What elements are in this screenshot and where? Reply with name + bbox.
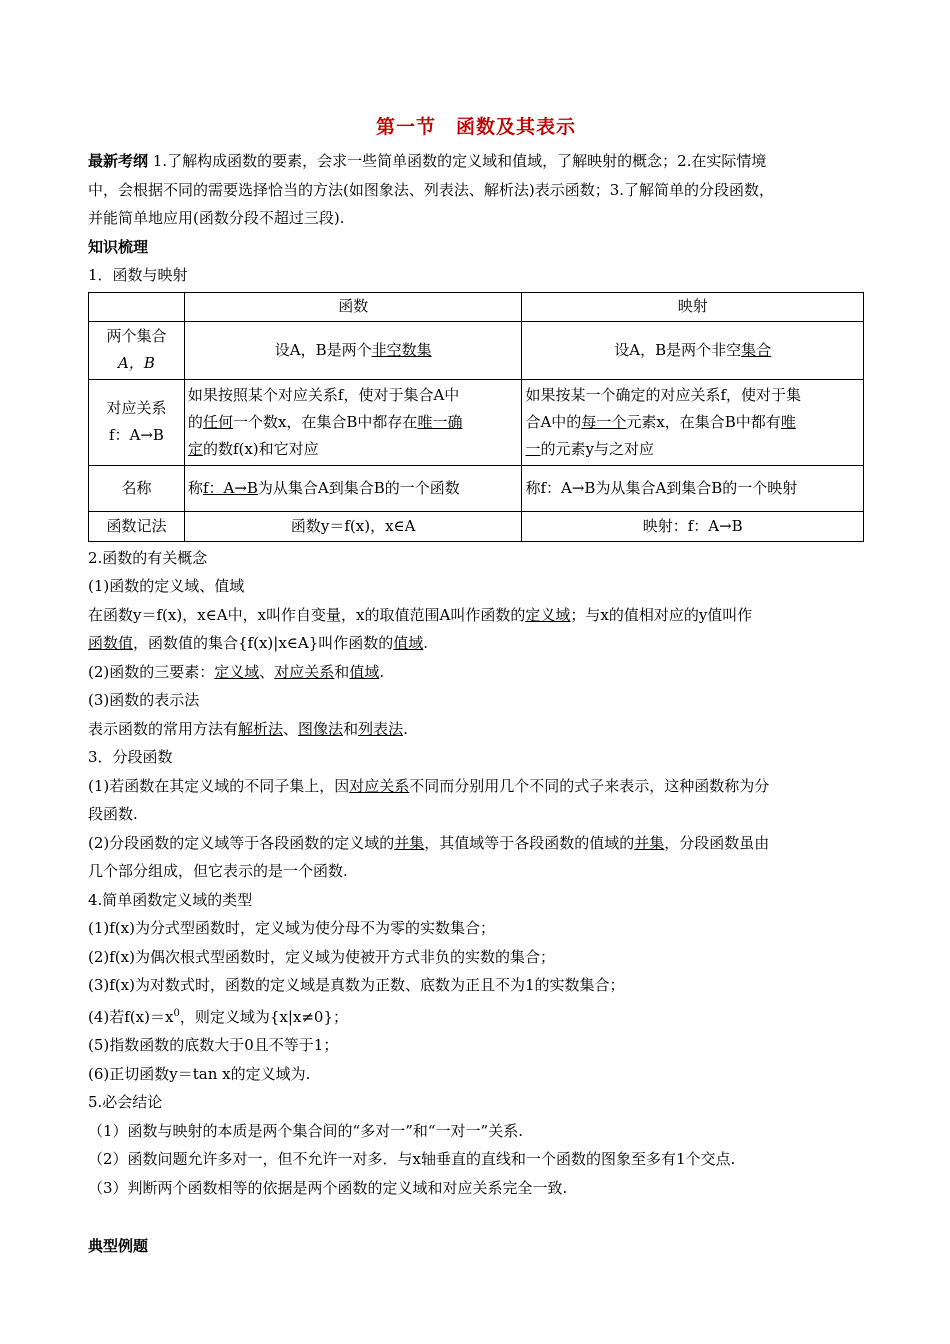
cell-function-notation: 函数y＝f(x)，x∈A xyxy=(184,511,522,541)
intro-line2: 中，会根据不同的需要选择恰当的方法(如图象法、列表法、解析法)表示函数；3.了解简单的分段函数， xyxy=(88,180,775,199)
s4-heading: 4.简单函数定义域的类型 xyxy=(88,890,253,909)
examples-heading: 典型例题 xyxy=(88,1237,149,1255)
table-row-notation xyxy=(89,511,864,541)
table-header-function: 函数 xyxy=(184,292,522,321)
section-heading: 知识梳理 xyxy=(88,237,149,256)
cell-function-sets: 设A，B是两个非空数集 xyxy=(184,321,522,379)
row-label-name: 名称 xyxy=(89,465,185,511)
s4-item3: (3)f(x)为对数式时，函数的定义域是真数为正数、底数为正且不为1的实数集合； xyxy=(88,976,625,994)
s5-heading: 5.必会结论 xyxy=(88,1093,163,1111)
s2-sub2: (2)函数的三要素：定义域、对应关系和值域. xyxy=(88,662,385,681)
table-header-mapping: 映射 xyxy=(522,292,864,321)
table-header-blank xyxy=(89,292,185,321)
s4-item1: (1)f(x)为分式型函数时，定义域为使分母不为零的实数集合； xyxy=(88,919,495,937)
s5-item3: （3）判断两个函数相等的依据是两个函数的定义域和对应关系完全一致. xyxy=(88,1178,568,1197)
row-label-correspondence: 对应关系 f：A→B xyxy=(89,379,185,465)
cell-mapping-notation: 映射：f：A→B xyxy=(522,511,864,541)
row-label-sets: 两个集合 A，B xyxy=(89,321,185,379)
s4-item5: (5)指数函数的底数大于0且不等于1； xyxy=(88,1036,339,1054)
spacer xyxy=(88,1202,864,1232)
cell-function-correspondence: 如果按照某个对应关系f，使对于集合A中 的任何一个数x，在集合B中都存在唯一确 定的数f(x)和它对应 xyxy=(184,379,522,465)
cell-function-name: 称f：A→B为从集合A到集合B的一个函数 xyxy=(184,465,522,511)
s5-item1: （1）函数与映射的本质是两个集合间的“多对一”和“一对一”关系. xyxy=(88,1121,523,1140)
cell-mapping-name: 称f：A→B为从集合A到集合B的一个映射 xyxy=(522,465,864,511)
s2-sub3: (3)函数的表示法 xyxy=(88,691,200,709)
intro-line1: 1.了解构成函数的要素，会求一些简单函数的定义域和值域，了解映射的概念；2.在实际情境 xyxy=(152,152,767,170)
s2-paragraph3: 表示函数的常用方法有解析法、图像法和列表法. xyxy=(88,719,408,738)
s4-item4: (4)若$f(x)=x^0$，则定义域为{x|x≠0}； xyxy=(88,1007,348,1026)
intro-label: 最新考纲 xyxy=(88,152,149,170)
table-header-row xyxy=(89,292,864,321)
table-row-correspondence xyxy=(89,379,864,465)
s3-heading: 3．分段函数 xyxy=(88,748,173,766)
cell-mapping-correspondence: 如果按某一个确定的对应关系f，使对于集 合A中的每一个元素x，在集合B中都有唯 一的元素y与之对应 xyxy=(522,379,864,465)
s2-heading: 2.函数的有关概念 xyxy=(88,548,208,567)
table-row-sets xyxy=(89,321,864,379)
page-title: 第一节 函数及其表示 xyxy=(375,116,576,138)
s3-paragraph2: (2)分段函数的定义域等于各段函数的定义域的并集，其值域等于各段函数的值域的并集，分段函数虽由 几个部分组成，但它表示的是一个函数. xyxy=(88,833,770,880)
s2-paragraph1: 在函数y＝f(x)，x∈A中，x叫作自变量，x的取值范围A叫作函数的定义域；与x的值相对应的y值叫作 函数值，函数值的集合{f(x)|x∈A}叫作函数的值域. xyxy=(88,605,753,652)
s2-sub1: (1)函数的定义域、值域 xyxy=(88,577,245,595)
s3-paragraph1: (1)若函数在其定义域的不同子集上，因对应关系不同而分别用几个不同的式子来表示，这种函数称为分 段函数. xyxy=(88,776,770,823)
s1-heading: 1．函数与映射 xyxy=(88,266,188,284)
function-mapping-table xyxy=(88,292,864,542)
row-label-notation: 函数记法 xyxy=(89,511,185,541)
document-page xyxy=(88,112,864,1261)
intro-paragraph xyxy=(88,147,864,233)
s5-item2: （2）函数问题允许多对一，但不允许一对多．与x轴垂直的直线和一个函数的图象至多有1个交点. xyxy=(88,1150,736,1168)
s4-item6: (6)正切函数y＝tan x的定义域为. xyxy=(88,1064,311,1083)
s4-item2: (2)f(x)为偶次根式型函数时，定义域为使被开方式非负的实数的集合； xyxy=(88,947,555,966)
cell-mapping-sets: 设A，B是两个非空集合 xyxy=(522,321,864,379)
intro-line3: 并能简单地应用(函数分段不超过三段). xyxy=(88,209,345,227)
table-row-name xyxy=(89,465,864,511)
